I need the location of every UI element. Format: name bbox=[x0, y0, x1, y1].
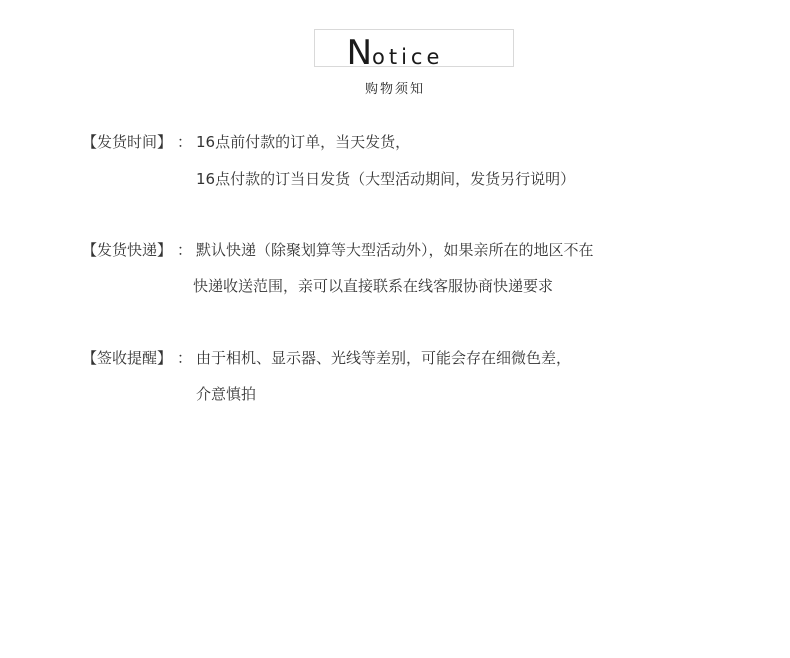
notice-title bbox=[0, 33, 790, 74]
courier-label: 【发货快递】 bbox=[82, 241, 173, 259]
courier-colon: ： bbox=[177, 241, 193, 259]
shipping-time-label: 【发货时间】 bbox=[82, 133, 173, 151]
receipt-reminder-line-2: 介意慎拍 bbox=[196, 385, 257, 403]
shipping-time-line-1: 16点前付款的订单，当天发货， bbox=[196, 133, 411, 151]
receipt-reminder-label: 【签收提醒】 bbox=[82, 349, 173, 367]
notice-subtitle: 购物须知 bbox=[364, 82, 425, 97]
notice-title-initial: N bbox=[346, 33, 373, 73]
courier-line-2: 快递收送范围，亲可以直接联系在线客服协商快递要求 bbox=[193, 277, 554, 295]
notice-title-rest: otice bbox=[372, 45, 444, 69]
courier-line-1: 默认快递（除聚划算等大型活动外），如果亲所在的地区不在 bbox=[196, 241, 594, 259]
shipping-time-line-2: 16点付款的订当日发货（大型活动期间，发货另行说明） bbox=[196, 170, 576, 188]
receipt-reminder-line-1: 由于相机、显示器、光线等差别，可能会存在细微色差， bbox=[196, 349, 572, 367]
receipt-reminder-colon: ： bbox=[177, 349, 193, 367]
shipping-time-colon: ： bbox=[177, 133, 193, 151]
